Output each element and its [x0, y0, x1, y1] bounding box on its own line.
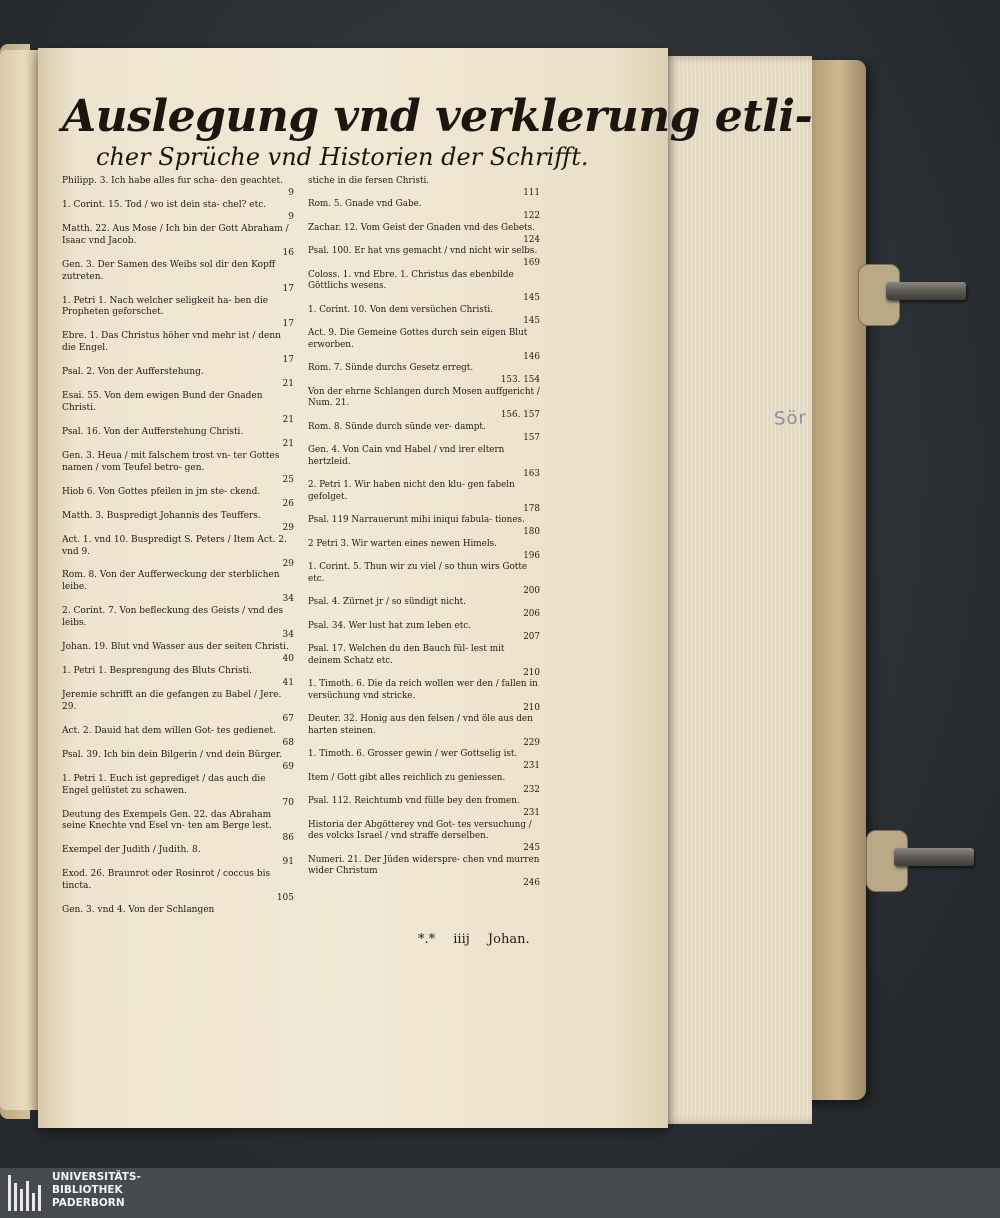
library-name: [52, 1171, 141, 1210]
index-entry-text: Deutung des Exempels Gen. 22. das Abraham seine Knechte vnd Esel vn- ten am Berge lest.: [62, 809, 272, 832]
index-entry-page: 9: [288, 187, 294, 198]
library-name-line-1: UNIVERSITÄTS-: [52, 1171, 141, 1183]
index-entry-page: 21: [282, 379, 294, 390]
index-entry: [308, 199, 540, 222]
index-entry: [62, 451, 294, 487]
index-entry-page: 210: [523, 667, 540, 678]
index-entry-text: Deuter. 32. Honig aus den felsen / vnd öle aus den harten steinen.: [308, 714, 533, 737]
index-entry-text: 2. Petri 1. Wir haben nicht den klu- gen fabeln gefolget.: [308, 480, 515, 502]
index-entry-text: Psal. 17. Welchen du den Bauch fül- lest mit deinem Schatz etc.: [308, 644, 505, 666]
index-entry: [62, 367, 294, 391]
page-heading-line-1: Auslegung vnd verklerung etli-: [62, 91, 813, 142]
index-entry-text: 1. Petri 1. Euch ist geprediget / das auch die Engel gelüstet zu schawen.: [62, 773, 266, 796]
index-entry: [62, 726, 294, 750]
index-entry-text: stiche in die fersen Christi.: [308, 176, 430, 186]
index-entry: [62, 200, 294, 224]
index-entry-page: 157: [523, 433, 540, 444]
index-entry-page: 16: [282, 247, 294, 258]
index-entry-page: 21: [282, 438, 294, 449]
index-entry: [62, 869, 294, 905]
index-entry-page: 200: [523, 585, 540, 596]
index-entry-page: 68: [282, 737, 294, 748]
index-entry-text: 1. Timoth. 6. Die da reich wollen wer den / fallen in versüchung vnd stricke.: [308, 679, 538, 701]
index-entry-page: 17: [282, 283, 294, 294]
index-entry: [308, 679, 540, 714]
index-entry-page: 146: [523, 351, 540, 362]
index-entry: [62, 487, 294, 511]
index-entry-page: 169: [523, 257, 540, 268]
page-heading-line-2: cher Sprüche vnd Historien der Schrifft.: [96, 143, 589, 171]
index-entry: [308, 714, 540, 749]
index-entry-page: 145: [523, 316, 540, 327]
index-entry-page: 34: [282, 594, 294, 605]
index-entry-text: Gen. 4. Von Cain vnd Habel / vnd irer eltern hertzleid.: [308, 445, 505, 467]
index-entry-page: 229: [523, 737, 540, 748]
clasp-bottom: [866, 840, 976, 880]
index-entry-text: Rom. 8. Sünde durch sünde ver- dampt.: [308, 421, 486, 432]
index-entry: [62, 666, 294, 690]
index-entry-page: 26: [282, 498, 294, 509]
left-page-edge: [0, 50, 40, 1110]
clasp-hook: [894, 848, 974, 866]
index-entry-page: 29: [282, 522, 294, 533]
index-entry: [308, 305, 540, 328]
index-entry: [308, 480, 540, 515]
index-entry: [62, 810, 294, 846]
index-entry: [308, 176, 540, 199]
index-entry-page: 29: [282, 558, 294, 569]
index-entry: [308, 855, 540, 890]
index-entry-text: 1. Corint. 15. Tod / wo ist dein sta- chel? etc.: [62, 199, 267, 210]
index-entry: [62, 570, 294, 606]
index-entry-text: Rom. 7. Sünde durchs Gesetz erregt.: [308, 363, 474, 374]
index-entry: [308, 621, 540, 644]
index-entry: [308, 422, 540, 445]
signature-mark: *.* iiij: [418, 932, 470, 947]
index-entry: [308, 597, 540, 620]
index-entry: [62, 427, 294, 451]
index-entry-page: 69: [282, 761, 294, 772]
index-entry: [62, 260, 294, 296]
index-entry-text: Act. 9. Die Gemeine Gottes durch sein eigen Blut erworben.: [308, 328, 528, 350]
index-entry: [308, 387, 540, 422]
index-entry-text: Philipp. 3. Ich habe alles fur scha- den geachtet.: [62, 176, 283, 186]
index-entry-page: 86: [282, 833, 294, 844]
index-entry: [308, 820, 540, 855]
index-entry-page: 41: [282, 678, 294, 689]
index-entry: [308, 515, 540, 538]
index-entry: [62, 331, 294, 367]
index-entry-page: 153. 154: [500, 374, 540, 385]
index-entry-text: Jeremie schrifft an die gefangen zu Babel / Jere. 29.: [62, 689, 282, 712]
library-logo-icon: [8, 1175, 44, 1211]
index-entry-text: Psal. 2. Von der Aufferstehung.: [62, 367, 204, 378]
clasp-top: [858, 274, 968, 314]
index-entry: [308, 270, 540, 305]
index-entry-page: 9: [288, 211, 294, 222]
index-entry-text: Psal. 4. Zürnet jr / so sündigt nicht.: [308, 597, 466, 608]
index-entry-text: 1. Timoth. 6. Grosser gewin / wer Gottselig ist.: [308, 749, 518, 760]
index-entry-text: Act. 2. Dauid hat dem willen Got- tes gedienet.: [62, 725, 276, 736]
index-entry-page: 67: [282, 713, 294, 724]
index-entry: [308, 773, 540, 796]
index-entry: [308, 749, 540, 772]
index-entry: [62, 511, 294, 535]
index-entry-text: Gen. 3. vnd 4. Von der Schlangen: [62, 905, 215, 916]
index-entry-page: 207: [523, 632, 540, 643]
clasp-hook: [886, 282, 966, 300]
index-entry-text: Gen. 3. Heua / mit falschem trost vn- ter Gottes namen / vom Teufel betro- gen.: [62, 450, 280, 473]
index-entry-page: 180: [523, 527, 540, 538]
index-entry: [62, 774, 294, 810]
index-entry: [308, 539, 540, 562]
index-entry-page: 40: [282, 654, 294, 665]
index-entry-page: 206: [523, 609, 540, 620]
index-entry: [308, 796, 540, 819]
index-entry: [62, 690, 294, 726]
index-entry-page: 111: [523, 187, 540, 198]
library-name-line-3: PADERBORN: [52, 1197, 125, 1209]
index-entry-page: 70: [282, 797, 294, 808]
index-entry-page: 231: [523, 807, 540, 818]
board-inscription: Sör: [773, 407, 808, 430]
library-name-line-2: BIBLIOTHEK: [52, 1184, 123, 1196]
index-entry-page: 246: [523, 878, 540, 889]
index-entry-text: 1. Petri 1. Besprengung des Bluts Christi.: [62, 666, 253, 677]
index-entry-page: 210: [523, 702, 540, 713]
index-entry-text: Esai. 55. Von dem ewigen Bund der Gnaden Christi.: [62, 391, 263, 414]
index-entry-page: 25: [282, 474, 294, 485]
index-entry-text: Exempel der Judith / Judith. 8.: [62, 845, 201, 856]
index-entry-text: Zachar. 12. Vom Geist der Gnaden vnd des Gebets.: [308, 222, 535, 233]
index-entry-page: 21: [282, 415, 294, 426]
index-entry-text: Rom. 8. Von der Aufferweckung der sterblichen leibe.: [62, 570, 280, 593]
index-column-left: [62, 176, 294, 917]
library-footer-bar: [0, 1168, 1000, 1218]
page-footer: [418, 932, 530, 947]
index-entry-page: 178: [523, 503, 540, 514]
page-block-edges: [662, 56, 812, 1124]
index-entry-page: 122: [523, 211, 540, 222]
index-entry-page: 196: [523, 550, 540, 561]
index-entry: [62, 606, 294, 642]
index-column-right: [308, 176, 540, 890]
index-entry-text: Psal. 100. Er hat vns gemacht / vnd nicht wir selbs.: [308, 246, 538, 257]
index-entry-text: 1. Corint. 10. Von dem versüchen Christi.: [308, 304, 493, 315]
index-entry-text: Numeri. 21. Der Jüden widerspre- chen vnd murren wider Christum: [308, 854, 540, 877]
index-entry-text: 1. Petri 1. Nach welcher seligkeit ha- ben die Propheten geforschet.: [62, 295, 269, 318]
index-entry: [62, 535, 294, 571]
index-entry-text: 1. Corint. 5. Thun wir zu viel / so thun wirs Gotte etc.: [308, 562, 528, 584]
index-entry-text: Matth. 3. Buspredigt Johannis des Teuffers.: [62, 510, 261, 521]
index-entry: [308, 363, 540, 386]
index-entry-text: Von der ehrne Schlangen durch Mosen auffgericht / Num. 21.: [308, 386, 540, 409]
index-entry-page: 17: [282, 355, 294, 366]
index-entry-text: Item / Gott gibt alles reichlich zu geniessen.: [308, 772, 506, 783]
index-entry: [62, 224, 294, 260]
index-entry-page: 156. 157: [500, 410, 540, 421]
index-entry-text: Act. 1. vnd 10. Buspredigt S. Peters / Item Act. 2. vnd 9.: [62, 534, 287, 557]
index-entry-text: Exod. 26. Braunrot oder Rosinrot / coccus bis tincta.: [62, 869, 271, 892]
index-entry: [308, 223, 540, 246]
index-entry-text: 2 Petri 3. Wir warten eines newen Himels.: [308, 538, 497, 549]
index-entry-page: 231: [523, 761, 540, 772]
index-entry: [62, 905, 294, 917]
index-entry-text: Psal. 119 Narrauerunt mihi iniqui fabula- tiones.: [308, 515, 525, 526]
index-entry-text: Rom. 5. Gnade vnd Gabe.: [308, 199, 422, 210]
index-entry: [308, 562, 540, 597]
index-entry-text: Johan. 19. Blut vnd Wasser aus der seiten Christi.: [62, 642, 289, 653]
index-entry-text: Psal. 112. Reichtumb vnd fülle bey den fromen.: [308, 796, 520, 807]
index-entry-text: Ebre. 1. Das Christus höher vnd mehr ist / denn die Engel.: [62, 331, 281, 354]
index-entry: [308, 644, 540, 679]
index-entry: [308, 328, 540, 363]
index-entry: [62, 296, 294, 332]
index-entry-page: 17: [282, 319, 294, 330]
index-entry-text: Hiob 6. Von Gottes pfeilen in jm ste- ckend.: [62, 486, 261, 497]
index-entry-text: Psal. 34. Wer lust hat zum leben etc.: [308, 620, 471, 631]
index-entry-text: Gen. 3. Der Samen des Weibs sol dir den Kopff zutreten.: [62, 259, 276, 282]
index-entry: [62, 642, 294, 666]
index-entry: [62, 750, 294, 774]
index-entry-page: 34: [282, 630, 294, 641]
index-entry: [308, 445, 540, 480]
index-entry-page: 91: [282, 857, 294, 868]
index-entry-page: 245: [523, 843, 540, 854]
index-entry: [62, 845, 294, 869]
catchword: Johan.: [487, 932, 530, 947]
index-entry-text: Historia der Abgötterey vnd Got- tes versuchung / des volcks Israel / vnd straffe derselben.: [308, 819, 532, 842]
index-entry-text: Psal. 39. Ich bin dein Bilgerin / vnd dein Bürger.: [62, 749, 283, 760]
index-entry-text: Psal. 16. Von der Aufferstehung Christi.: [62, 427, 244, 438]
index-entry-text: 2. Corint. 7. Von befleckung des Geists / vnd des leibs.: [62, 606, 284, 629]
index-entry-text: Coloss. 1. vnd Ebre. 1. Christus das ebenbilde Göttlichs wesens.: [308, 269, 514, 292]
index-entry: [62, 391, 294, 427]
index-entry: [308, 246, 540, 269]
index-entry-page: 163: [523, 468, 540, 479]
index-entry-page: 124: [523, 234, 540, 245]
index-entry-page: 232: [523, 784, 540, 795]
index-entry-page: 105: [276, 893, 294, 904]
index-entry-page: 145: [523, 293, 540, 304]
index-entry: [62, 176, 294, 200]
index-entry-text: Matth. 22. Aus Mose / Ich bin der Gott Abraham / Isaac vnd Jacob.: [62, 223, 289, 246]
